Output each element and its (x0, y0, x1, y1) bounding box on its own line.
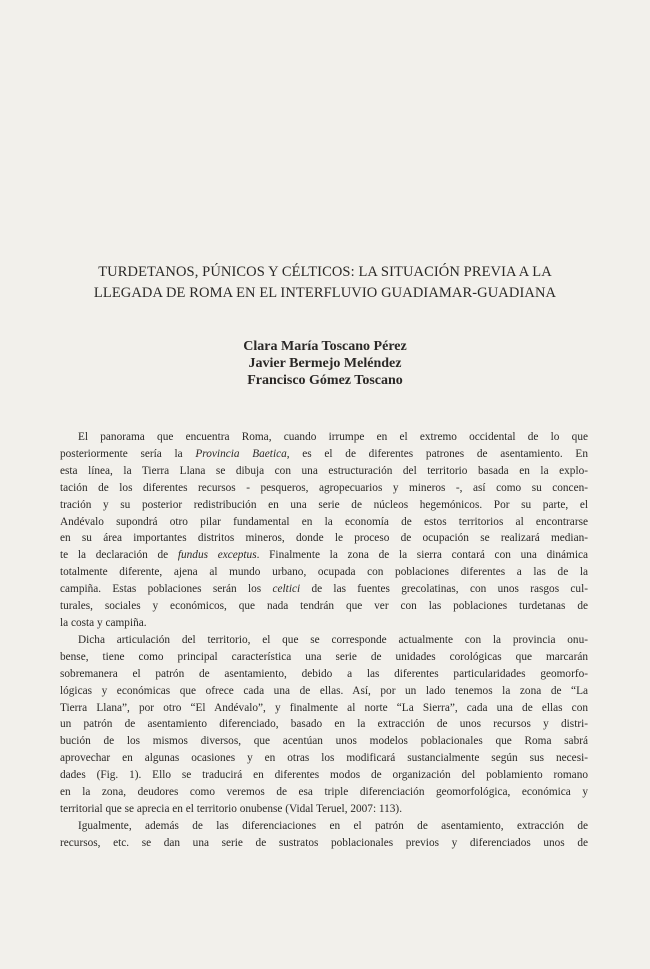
text-line: esta línea, la Tierra Llana se dibuja con una estructuración del territorio basada en la explo- (60, 464, 588, 477)
text-line: Andévalo supondrá otro pilar fundamental en la economía de estos territorios al encontrarse (60, 515, 588, 528)
paragraph-1 (60, 429, 588, 632)
text-segment: , es el de diferentes patrones de asentamiento. En (286, 447, 588, 460)
text-line: en su área importantes distritos mineros, donde le proceso de ocupación se realizará median- (60, 532, 588, 545)
text-segment: . Finalmente la zona de la sierra contará con una dinámica (256, 549, 588, 562)
text-line: en la zona, deudores como veremos de esa triple diferenciación geomorfológica, económica y (60, 786, 588, 799)
text-line: un patrón de asentamiento diferenciado, basado en la extracción de unos recursos y distri- (60, 718, 588, 731)
text-line: Dicha articulación del territorio, el que se corresponde actualmente con la provincia onu- (78, 633, 588, 646)
text-line: tración y su posterior redistribución en una serie de núcleos hegemónicos. Por su parte, el (60, 498, 588, 511)
author-list (150, 338, 500, 389)
text-line: El panorama que encuentra Roma, cuando irrumpe en el extremo occidental de lo que (78, 431, 588, 443)
text-line: tación de los diferentes recursos - pesqueros, agropecuarios y mineros -, así como su concen- (60, 481, 588, 494)
text-line: sobremanera el patrón de asentamiento, debido a las diferentes particularidades geomorfo- (60, 667, 588, 680)
italic-term: Provincia Baetica (195, 447, 287, 460)
italic-term: fundus exceptus (177, 549, 257, 562)
text-line: recursos, etc. se dan una serie de sustratos poblacionales previos y diferenciados unos de (60, 836, 588, 849)
author-2: Javier Bermejo Meléndez (248, 356, 402, 371)
text-line: Tierra Llana”, por otro “El Andévalo”, y finalmente al norte “La Sierra”, cada una de ellas con (60, 701, 588, 714)
text-segment: de las fuentes grecolatinas, con unos rasgos cul- (300, 583, 588, 596)
text-line: bense, tiene como principal característica una serie de unidades corológicas que marcarán (60, 650, 588, 663)
text-segment: posteriormente sería la (60, 447, 196, 460)
article-title (60, 262, 590, 304)
paragraph-3 (60, 818, 588, 852)
text-line: dades (Fig. 1). Ello se traducirá en diferentes modos de organización del poblamiento romano (60, 769, 588, 782)
article-body (60, 429, 588, 852)
text-line: Igualmente, además de las diferenciaciones en el patrón de asentamiento, extracción de (78, 819, 588, 832)
text-line: aprovechar en algunas ocasiones y en otras los modificará sustancialmente según sus necesi- (60, 752, 588, 765)
text-line (60, 446, 588, 463)
title-line-1: TURDETANOS, PÚNICOS Y CÉLTICOS: LA SITUACIÓN PREVIA A LA (98, 264, 552, 280)
text-line (60, 581, 588, 598)
text-line: turales, sociales y económicos, que nada tendrán que ver con las poblaciones turdetanas de (60, 600, 588, 613)
text-segment: campiña. Estas poblaciones serán los (60, 583, 273, 596)
paragraph-2 (60, 632, 588, 818)
text-line: lógicas y económicas que ofrece cada una de ellas. Así, por un lado tenemos la zona de “La (60, 684, 588, 697)
author-1: Clara María Toscano Pérez (243, 339, 407, 354)
title-line-2: LLEGADA DE ROMA EN EL INTERFLUVIO GUADIAMAR-GUADIANA (93, 285, 557, 301)
text-line: la costa y campiña. (60, 616, 147, 629)
author-3: Francisco Gómez Toscano (247, 373, 403, 388)
italic-term: celtici (272, 583, 301, 596)
text-line: bución de los mismos diversos, que acentúan unos modelos poblacionales que Roma sabrá (60, 735, 588, 748)
text-segment: te la declaración de (60, 549, 178, 562)
text-line (60, 547, 588, 564)
text-line: territorial que se aprecia en el territorio onubense (Vidal Teruel, 2007: 113). (60, 802, 403, 815)
text-line: totalmente diferente, ajena al mundo urbano, ocupada con poblaciones diferentes a las de la (60, 566, 588, 579)
